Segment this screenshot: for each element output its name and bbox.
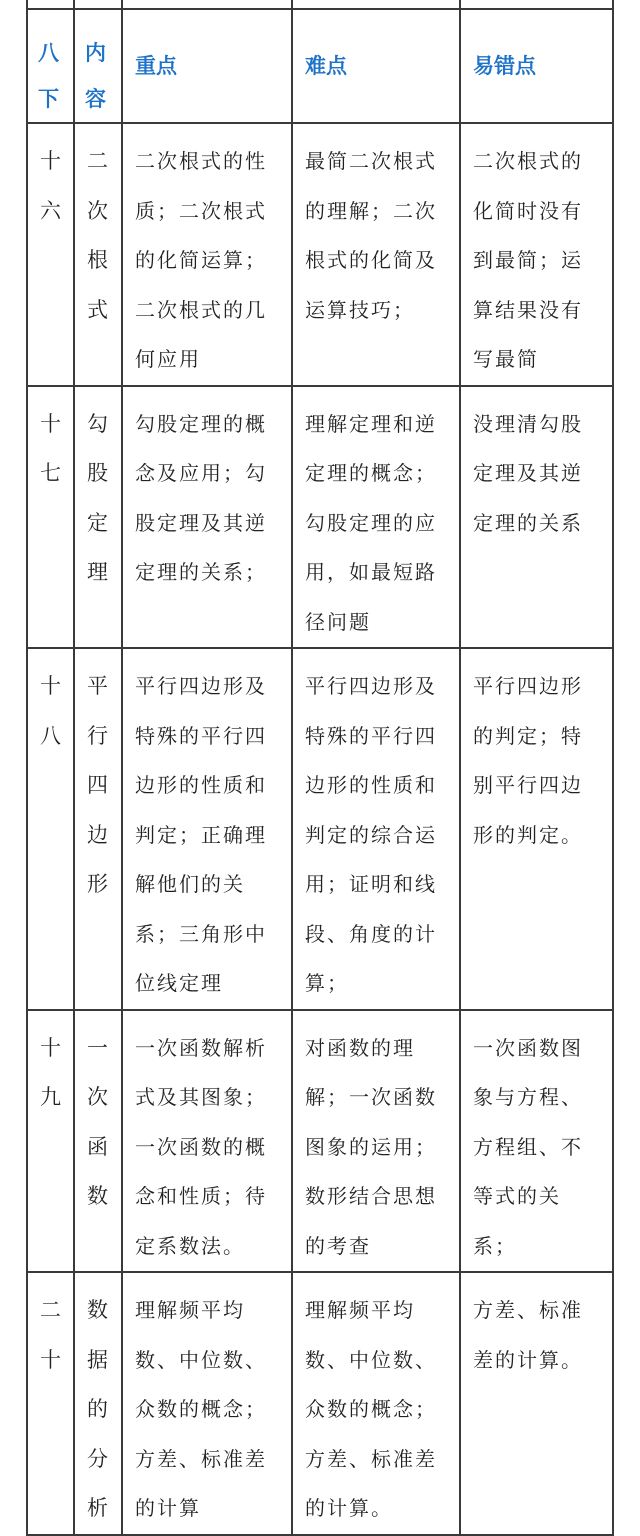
chapter-cell: 二十 bbox=[27, 1272, 74, 1535]
common-errors-cell: 方差、标准差的计算。 bbox=[460, 1272, 613, 1535]
topic-cell: 二次根式 bbox=[74, 123, 122, 386]
common-errors-cell: 一次函数图象与方程、方程组、不等式的关系； bbox=[460, 1010, 613, 1273]
difficulties-cell: 最简二次根式的理解；二次根式的化简及运算技巧； bbox=[292, 123, 460, 386]
topic-cell: 数据的分析 bbox=[74, 1272, 122, 1535]
difficulties-cell: 理解频平均数、中位数、众数的概念；方差、标准差的计算。 bbox=[292, 1272, 460, 1535]
header-key-points: 重点 bbox=[122, 9, 292, 123]
difficulties-cell: 对函数的理解；一次函数图象的运用；数形结合思想的考查 bbox=[292, 1010, 460, 1273]
difficulties-cell: 理解定理和逆定理的概念；勾股定理的应用，如最短路径问题 bbox=[292, 386, 460, 649]
chapter-cell: 十八 bbox=[27, 648, 74, 1010]
key-points-cell: 理解频平均数、中位数、众数的概念；方差、标准差的计算 bbox=[122, 1272, 292, 1535]
chapter-cell: 十六 bbox=[27, 123, 74, 386]
common-errors-cell: 二次根式的化简时没有到最简；运算结果没有写最简 bbox=[460, 123, 613, 386]
topic-cell: 平行四边形 bbox=[74, 648, 122, 1010]
table-row bbox=[27, 1010, 613, 1273]
table-row bbox=[27, 1272, 613, 1535]
header-grade: 八下 bbox=[27, 9, 74, 123]
header-common-errors: 易错点 bbox=[460, 9, 613, 123]
topic-cell: 勾股定理 bbox=[74, 386, 122, 649]
table-row bbox=[27, 648, 613, 1010]
header-content: 内容 bbox=[74, 9, 122, 123]
header-difficulties: 难点 bbox=[292, 9, 460, 123]
table-row bbox=[27, 123, 613, 386]
common-errors-cell: 平行四边形的判定；特别平行四边形的判定。 bbox=[460, 648, 613, 1010]
chapter-cell: 十九 bbox=[27, 1010, 74, 1273]
common-errors-cell: 没理清勾股定理及其逆定理的关系 bbox=[460, 386, 613, 649]
chapter-cell: 十七 bbox=[27, 386, 74, 649]
curriculum-table bbox=[26, 0, 614, 1536]
table-top-edge bbox=[27, 0, 613, 9]
topic-cell: 一次函数 bbox=[74, 1010, 122, 1273]
key-points-cell: 平行四边形及特殊的平行四边形的性质和判定；正确理解他们的关系；三角形中位线定理 bbox=[122, 648, 292, 1010]
key-points-cell: 勾股定理的概念及应用；勾股定理及其逆定理的关系； bbox=[122, 386, 292, 649]
difficulties-cell: 平行四边形及特殊的平行四边形的性质和判定的综合运用；证明和线段、角度的计算； bbox=[292, 648, 460, 1010]
key-points-cell: 一次函数解析式及其图象；一次函数的概念和性质；待定系数法。 bbox=[122, 1010, 292, 1273]
table-row bbox=[27, 386, 613, 649]
table-header-row bbox=[27, 9, 613, 123]
key-points-cell: 二次根式的性质；二次根式的化简运算；二次根式的几何应用 bbox=[122, 123, 292, 386]
